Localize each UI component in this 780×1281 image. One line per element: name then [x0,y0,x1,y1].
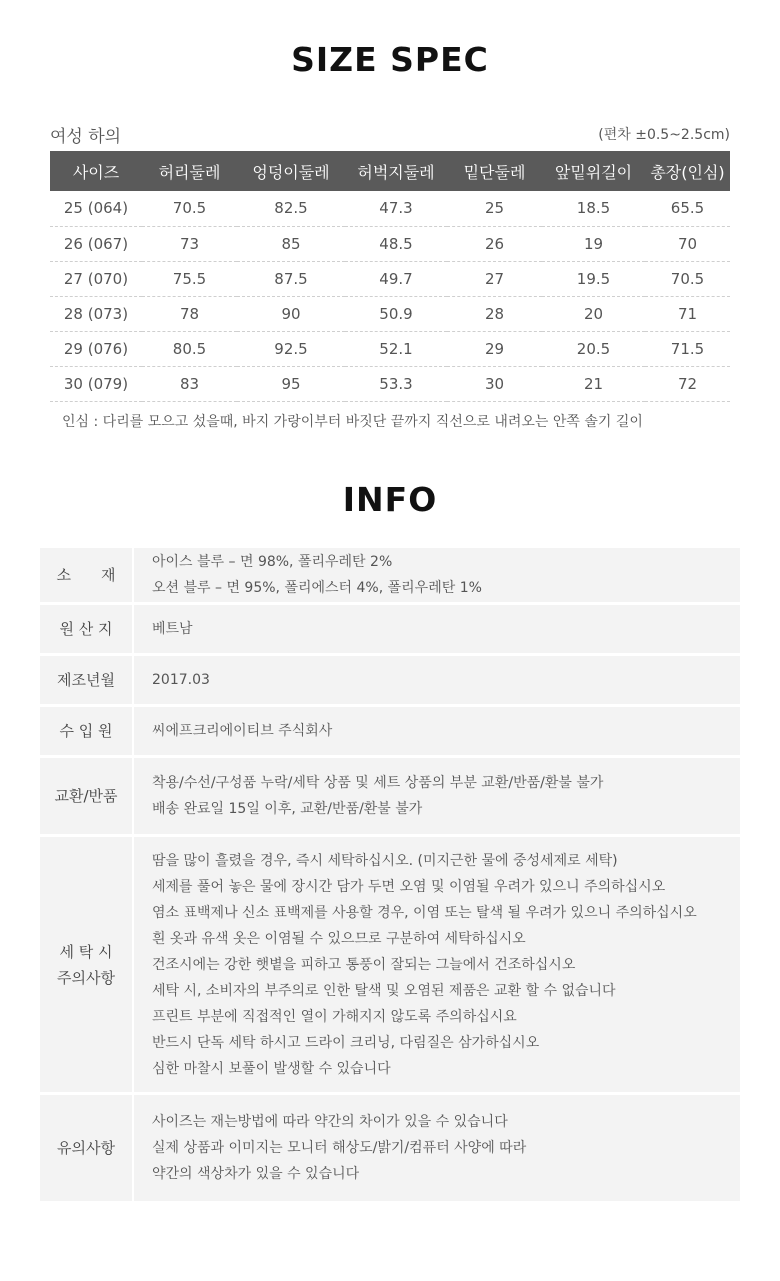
size-table-cell: 21 [542,366,645,401]
info-row [40,605,740,653]
size-table-cell: 70.5 [645,261,730,296]
info-value-line: 사이즈는 재는방법에 따라 약간의 차이가 있을 수 있습니다 [152,1114,508,1130]
size-spec-table [50,151,730,402]
info-value-line: 실제 상품과 이미지는 모니터 해상도/밝기/컴퓨터 사양에 따라 [152,1140,527,1156]
info-value [134,837,740,1092]
size-table-row [50,331,730,366]
info-value-line: 씨에프크리에이티브 주식회사 [152,723,333,739]
size-table-cell: 83 [142,366,237,401]
size-table-cell: 19.5 [542,261,645,296]
info-value-line: 착용/수선/구성품 누락/세탁 상품 및 세트 상품의 부분 교환/반품/환불 불가 [152,775,604,791]
size-category-label: 여성 하의 [50,127,122,147]
header-hip: 엉덩이둘레 [237,151,345,191]
info-value-line: 배송 완료일 15일 이후, 교환/반품/환불 불가 [152,801,423,817]
info-value-line: 아이스 블루 – 면 98%, 폴리우레탄 2% [152,554,393,570]
size-table-cell: 18.5 [542,191,645,226]
info-value-line: 프린트 부분에 직접적인 열이 가해지지 않도록 주의하십시요 [152,1008,517,1025]
size-table-cell: 73 [142,226,237,261]
info-value-line: 건조시에는 강한 햇볕을 피하고 통풍이 잘되는 그늘에서 건조하십시오 [152,956,576,973]
info-value [134,758,740,834]
info-row [40,656,740,704]
info-label [40,707,134,755]
info-label-line: 교환/반품 [54,787,118,805]
info-value-line: 세제를 풀어 놓은 물에 장시간 담가 두면 오염 및 이염될 우려가 있으니 주의하십시오 [152,878,666,895]
size-table-cell: 53.3 [345,366,447,401]
size-table-cell: 29 [447,331,542,366]
size-table-cell: 65.5 [645,191,730,226]
size-table-cell: 85 [237,226,345,261]
size-table-cell: 48.5 [345,226,447,261]
size-table-cell: 92.5 [237,331,345,366]
info-value-line: 흰 옷과 유색 옷은 이염될 수 있으므로 구분하여 세탁하십시오 [152,930,526,947]
info-label-line: 세 탁 시 [59,942,113,961]
size-table-cell: 70.5 [142,191,237,226]
header-hem: 밑단둘레 [447,151,542,191]
info-value-line: 땀을 많이 흘렸을 경우, 즉시 세탁하십시오. (미지근한 물에 중성세제로 세탁) [152,852,618,869]
size-table-cell: 75.5 [142,261,237,296]
info-label [40,605,134,653]
size-table-cell: 47.3 [345,191,447,226]
size-table-cell: 30 (079) [50,366,142,401]
info-label-line: 유의사항 [57,1139,115,1157]
info-title: INFO [342,480,438,519]
size-table-cell: 30 [447,366,542,401]
size-table-cell: 87.5 [237,261,345,296]
info-label [40,1095,134,1201]
info-value-line: 세탁 시, 소비자의 부주의로 인한 탈색 및 오염된 제품은 교환 할 수 없습니다 [152,982,616,999]
info-value [134,605,740,653]
size-table-cell: 27 (070) [50,261,142,296]
size-table-cell: 80.5 [142,331,237,366]
info-row [40,837,740,1092]
info-value-line: 오션 블루 – 면 95%, 폴리에스터 4%, 폴리우레탄 1% [152,580,482,596]
info-value-line: 약간의 색상차가 있을 수 있습니다 [152,1166,360,1182]
info-label [40,656,134,704]
header-inseam: 총장(인심) [645,151,730,191]
size-table-cell: 78 [142,296,237,331]
info-value [134,548,740,602]
header-thigh: 허벅지둘레 [345,151,447,191]
size-table-cell: 72 [645,366,730,401]
info-row [40,1095,740,1201]
size-table-cell: 28 [447,296,542,331]
inseam-note: 인심 : 다리를 모으고 섰을때, 바지 가랑이부터 바짓단 끝까지 직선으로 내려오는 안쪽 솔기 길이 [62,414,643,430]
size-table-cell: 50.9 [345,296,447,331]
info-value-line: 반드시 단독 세탁 하시고 드라이 크리닝, 다림질은 삼가하십시오 [152,1034,540,1051]
info-table [40,545,740,1204]
info-label-line: 원 산 지 [59,620,113,638]
size-table-row [50,191,730,226]
info-value-line: 2017.03 [152,672,210,688]
size-table-cell: 26 [447,226,542,261]
info-value-line: 베트남 [152,621,193,637]
size-table-row [50,296,730,331]
size-table-cell: 49.7 [345,261,447,296]
info-label [40,548,134,602]
info-value-line: 심한 마찰시 보풀이 발생할 수 있습니다 [152,1060,391,1077]
size-table-row [50,366,730,401]
header-front-rise: 앞밑위길이 [542,151,645,191]
size-table-cell: 25 (064) [50,191,142,226]
info-row [40,758,740,834]
size-table-header-row [50,151,730,191]
header-waist: 허리둘레 [142,151,237,191]
size-table-row [50,226,730,261]
info-value-line: 염소 표백제나 신소 표백제를 사용할 경우, 이염 또는 탈색 될 우려가 있으니 주의하십시오 [152,904,697,921]
size-table-cell: 82.5 [237,191,345,226]
info-label [40,837,134,1092]
size-table-cell: 70 [645,226,730,261]
size-table-cell: 90 [237,296,345,331]
header-size: 사이즈 [50,151,142,191]
size-table-cell: 95 [237,366,345,401]
size-table-cell: 20.5 [542,331,645,366]
info-row [40,548,740,602]
info-row [40,707,740,755]
size-table-cell: 27 [447,261,542,296]
info-value [134,656,740,704]
size-table-cell: 71 [645,296,730,331]
size-table-cell: 52.1 [345,331,447,366]
info-value [134,1095,740,1201]
info-label-line: 수 입 원 [59,722,113,740]
size-table-cell: 71.5 [645,331,730,366]
size-table-cell: 29 (076) [50,331,142,366]
tolerance-note: (편차 ±0.5~2.5cm) [598,127,730,143]
info-value [134,707,740,755]
size-table-cell: 26 (067) [50,226,142,261]
size-table-cell: 19 [542,226,645,261]
size-table-row [50,261,730,296]
size-table-cell: 20 [542,296,645,331]
size-table-cell: 25 [447,191,542,226]
info-label-line: 소 재 [56,566,116,584]
size-spec-title: SIZE SPEC [291,40,489,79]
info-label-line: 주의사항 [57,968,115,987]
info-label [40,758,134,834]
info-label-line: 제조년월 [57,671,115,689]
size-table-cell: 28 (073) [50,296,142,331]
